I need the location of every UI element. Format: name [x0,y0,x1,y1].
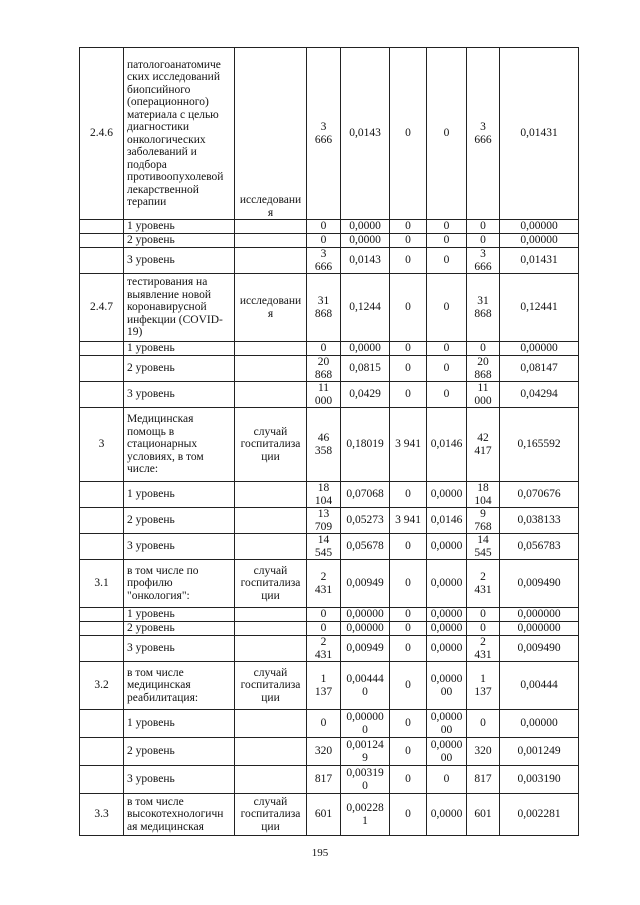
table-cell: 0,001249 [500,738,579,766]
table-cell: 0 [390,248,427,274]
table-cell: 0,165592 [500,408,579,482]
table-cell: 0 [427,274,467,342]
table-cell: 0,009490 [500,560,579,608]
table-cell: 0 [390,636,427,662]
table-cell: 320 [307,738,341,766]
table-row [80,248,579,274]
table-row [80,356,579,382]
table-cell: 11 000 [307,382,341,408]
table-cell: 0 [390,794,427,836]
table-cell: 0,00444 0 [341,662,390,710]
table-cell: 0,00319 0 [341,766,390,794]
table-row [80,738,579,766]
table-row [80,622,579,636]
table-cell: в том числе по профилю "онкология": [124,560,235,608]
table-cell: 1 уровень [124,342,235,356]
table-cell: 0 [390,710,427,738]
table-cell [80,482,124,508]
table-cell: 0,0000 00 [427,710,467,738]
table-row [80,482,579,508]
table-cell: 0 [307,342,341,356]
table-cell: 2 уровень [124,622,235,636]
table-cell: 31 868 [467,274,500,342]
table-row [80,560,579,608]
table-cell: 0,0143 [341,248,390,274]
table-cell [80,710,124,738]
table-row [80,342,579,356]
table-cell: 0 [427,234,467,248]
table-cell: 3 941 [390,508,427,534]
table-cell [235,248,307,274]
table-cell: 0,0143 [341,48,390,220]
table-cell: 0,003190 [500,766,579,794]
table-cell: 0 [390,356,427,382]
table-cell: 0,002281 [500,794,579,836]
table-cell: 1 137 [307,662,341,710]
table-cell [80,508,124,534]
table-cell: 0,18019 [341,408,390,482]
table-cell: 9 768 [467,508,500,534]
table-cell: 0,08147 [500,356,579,382]
table-cell: 1 уровень [124,710,235,738]
table-cell: 20 868 [467,356,500,382]
table-cell: 0 [467,710,500,738]
table-cell: 0,01431 [500,48,579,220]
table-cell: 20 868 [307,356,341,382]
table-cell: 0,0000 [427,622,467,636]
table-cell: 31 868 [307,274,341,342]
table-cell: 2.4.7 [80,274,124,342]
table-cell: 3 666 [307,48,341,220]
table-cell: 0 [390,234,427,248]
table-cell: 2 уровень [124,234,235,248]
table-cell: 0,038133 [500,508,579,534]
table-cell [235,482,307,508]
table-cell: 0 [467,622,500,636]
table-cell: случай госпитализа ции [235,794,307,836]
table-row [80,234,579,248]
table-cell: 817 [307,766,341,794]
table-cell: 2 431 [307,560,341,608]
table-cell: 0,12441 [500,274,579,342]
table-cell [80,356,124,382]
table-cell: 46 358 [307,408,341,482]
table-cell: 3 уровень [124,382,235,408]
table-row [80,534,579,560]
table-cell: 2 уровень [124,738,235,766]
table-cell: случай госпитализа ции [235,408,307,482]
table-cell: 0,00000 [341,622,390,636]
table-cell: 3 [80,408,124,482]
table-cell: 0 [390,662,427,710]
table-row [80,48,579,220]
table-cell: 3 уровень [124,636,235,662]
table-cell: 0,0000 00 [427,662,467,710]
table-cell: 2 уровень [124,356,235,382]
table-cell: случай госпитализа ции [235,662,307,710]
table-cell: 0,05678 [341,534,390,560]
table-row [80,608,579,622]
table-row [80,508,579,534]
page-number: 195 [311,847,329,859]
table-cell: 0 [390,482,427,508]
table-cell: 0 [390,608,427,622]
table-cell: 0 [307,622,341,636]
table-cell: 0,00949 [341,636,390,662]
table-cell: 3.2 [80,662,124,710]
table-cell: 0,056783 [500,534,579,560]
table-cell: 3.3 [80,794,124,836]
table-cell: 0,07068 [341,482,390,508]
table-cell: 601 [467,794,500,836]
table-cell: 0,000000 [500,622,579,636]
table-cell: 18 104 [467,482,500,508]
table-cell: Медицинская помощь в стационарных условиях, в том числе: [124,408,235,482]
table-cell: 3 уровень [124,248,235,274]
table-cell [235,220,307,234]
table-cell: 0 [467,234,500,248]
table-cell [80,608,124,622]
table-cell [235,508,307,534]
table-row [80,220,579,234]
table-cell: 320 [467,738,500,766]
table-cell: 0 [390,534,427,560]
table-cell: в том числе медицинская реабилитация: [124,662,235,710]
table-cell [80,248,124,274]
table-cell: 1 уровень [124,220,235,234]
table-cell: 0,00000 [341,608,390,622]
table-cell: 601 [307,794,341,836]
table-cell: 0,00949 [341,560,390,608]
table-cell: 0,009490 [500,636,579,662]
table-cell [235,608,307,622]
table-cell [235,356,307,382]
table-cell: 0 [390,342,427,356]
table-cell: 0,070676 [500,482,579,508]
table-cell: 3 666 [467,248,500,274]
table-cell: 0,0000 [427,608,467,622]
table-cell [235,766,307,794]
table-cell: 0 [390,560,427,608]
table-cell: 0,00000 [500,220,579,234]
table-cell: 0 [467,608,500,622]
table-cell [80,766,124,794]
table-cell: 2 431 [467,636,500,662]
table-cell: 0,01431 [500,248,579,274]
table-cell: 0 [390,738,427,766]
table-cell: 11 000 [467,382,500,408]
table-cell: 0,04294 [500,382,579,408]
table-cell: 3 666 [467,48,500,220]
table-cell [235,636,307,662]
table-cell: патологоанатомиче ских исследований биопсийного (операционного) материала с целью диагностики онкологических заболеваний и подбора противоопухолевой лекарственной терапии [124,48,235,220]
table-cell [235,382,307,408]
table-cell: 2 уровень [124,508,235,534]
table-cell: 0 [427,382,467,408]
table-cell: 0,0146 [427,408,467,482]
table-row [80,274,579,342]
table-cell: 0,0000 [427,482,467,508]
table-cell: 0 [307,608,341,622]
table-cell: тестирования на выявление новой коронавирусной инфекции (COVID- 19) [124,274,235,342]
table-cell: 0,00000 0 [341,710,390,738]
table-cell: 3 941 [390,408,427,482]
table-cell: 18 104 [307,482,341,508]
table-cell: 0,0000 [341,220,390,234]
table-cell: 0 [427,220,467,234]
table-cell: 0,0000 [341,342,390,356]
table-cell: 42 417 [467,408,500,482]
table-cell: случай госпитализа ции [235,560,307,608]
table-cell: 14 545 [307,534,341,560]
table-cell [235,342,307,356]
table-cell: 0,0000 [341,234,390,248]
table-cell [235,534,307,560]
table-cell: 0,0815 [341,356,390,382]
table-cell: 817 [467,766,500,794]
table-cell: 3 уровень [124,534,235,560]
table-cell: 0 [390,382,427,408]
table-cell: 3 666 [307,248,341,274]
table-cell [80,622,124,636]
table-row [80,710,579,738]
table-row [80,766,579,794]
table-cell: 0,0146 [427,508,467,534]
table-cell: 3.1 [80,560,124,608]
table-cell: 2 431 [467,560,500,608]
data-table [79,47,579,836]
table-cell: 0 [390,274,427,342]
table-cell: 1 уровень [124,482,235,508]
table-row [80,382,579,408]
table-cell [80,342,124,356]
table-cell [80,738,124,766]
table-cell: в том числе высокотехнологичн ая медицинская [124,794,235,836]
table-cell: 0,00000 [500,710,579,738]
table-cell: 0,0000 [427,560,467,608]
table-cell: 0 [427,356,467,382]
table-cell [80,234,124,248]
table-cell: 0 [307,234,341,248]
table-cell: 0,000000 [500,608,579,622]
table-cell: 2 431 [307,636,341,662]
table-row [80,636,579,662]
table-cell: 1 137 [467,662,500,710]
table-cell: 14 545 [467,534,500,560]
table-cell [80,382,124,408]
table-row [80,408,579,482]
table-cell [235,622,307,636]
table-cell: 0 [307,220,341,234]
table-cell: 0,00000 [500,342,579,356]
table-cell: 3 уровень [124,766,235,794]
table-cell: 0 [390,220,427,234]
table-cell [80,534,124,560]
table-cell: 0,0000 [427,534,467,560]
table-cell [235,710,307,738]
table-cell: 0,00228 1 [341,794,390,836]
table-cell: 0,1244 [341,274,390,342]
table-cell: 0,0000 00 [427,738,467,766]
table-cell: 0 [427,248,467,274]
table-cell: 0 [427,48,467,220]
table-cell: 0 [427,766,467,794]
table-cell: 0,00000 [500,234,579,248]
table-cell: 0 [467,220,500,234]
table-row [80,662,579,710]
table-cell [235,234,307,248]
table-cell: 0 [307,710,341,738]
table-cell [235,738,307,766]
table-cell: 0 [390,766,427,794]
table-row [80,794,579,836]
table-cell: 0 [467,342,500,356]
table-cell: 0 [427,342,467,356]
table-cell [80,220,124,234]
table-cell: 0,00444 [500,662,579,710]
table-cell: 0 [390,622,427,636]
table-cell: 0,0429 [341,382,390,408]
table-cell: 13 709 [307,508,341,534]
table-cell: 1 уровень [124,608,235,622]
table-cell: 0,05273 [341,508,390,534]
table-cell: 2.4.6 [80,48,124,220]
table-cell: 0 [390,48,427,220]
table-cell: 0,00124 9 [341,738,390,766]
table-cell [80,636,124,662]
table-cell: исследовани я [235,48,307,220]
table-cell: 0,0000 [427,794,467,836]
table-cell: исследовани я [235,274,307,342]
table-cell: 0,0000 [427,636,467,662]
